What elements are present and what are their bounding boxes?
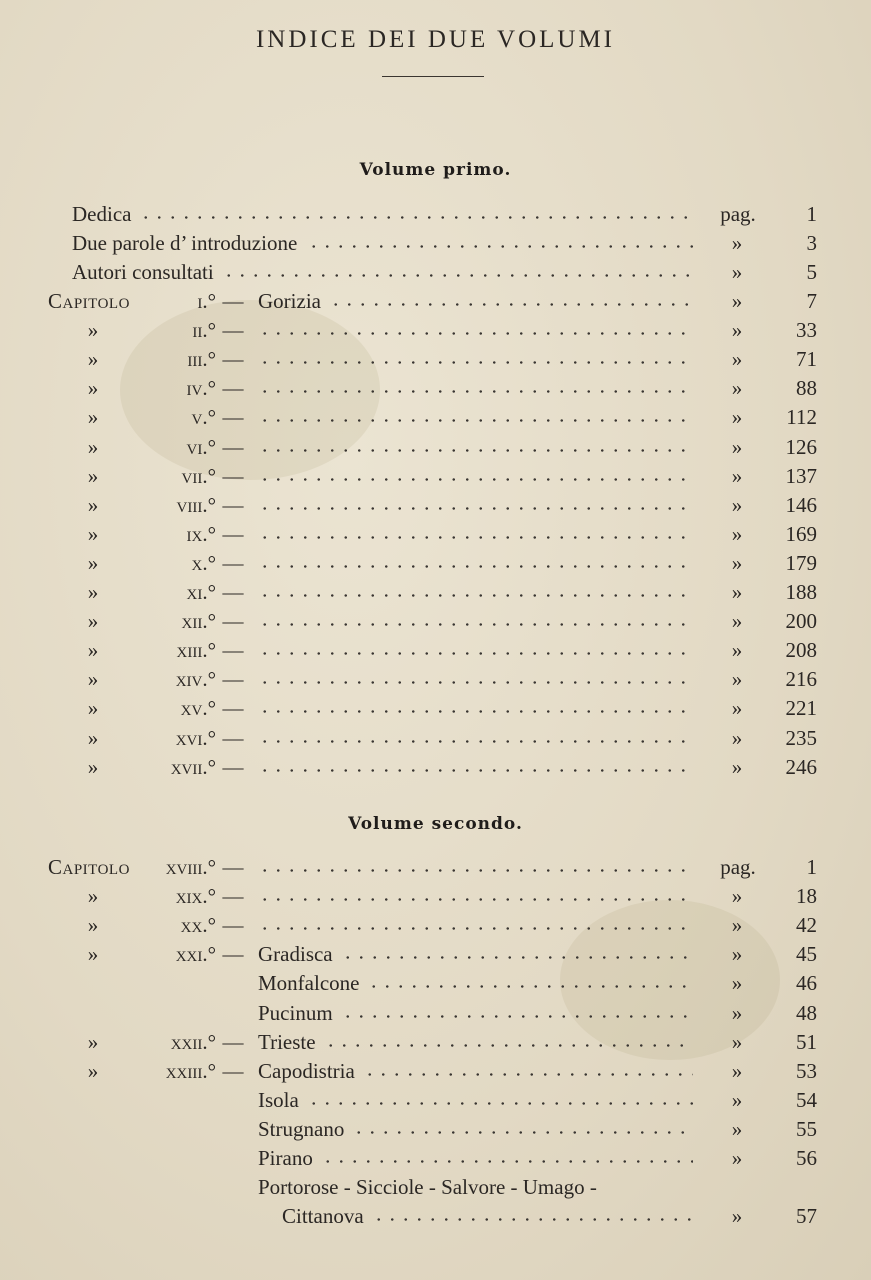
toc-entry — [0, 911, 871, 940]
toc-entry — [0, 549, 871, 578]
ditto-mark: » — [87, 725, 99, 750]
chapter-numeral: xxii.° — [170, 1029, 216, 1054]
page-number: 179 — [785, 550, 817, 575]
page-ref-marker: » — [731, 1058, 743, 1083]
chapter-numeral: xxiii.° — [165, 1058, 216, 1083]
dot-leader — [222, 274, 693, 277]
chapter-numeral: vii.° — [181, 463, 216, 488]
entry-title: Monfalcone — [258, 971, 360, 996]
chapter-dash: — — [222, 667, 244, 692]
dot-leader — [258, 769, 693, 772]
chapter-dash: — — [222, 754, 244, 779]
page-number: 56 — [796, 1146, 817, 1170]
chapter-numeral: i.° — [197, 289, 216, 313]
page-ref-marker: » — [731, 1000, 743, 1025]
chapter-dash: — — [222, 492, 244, 517]
page-number: 71 — [796, 347, 817, 372]
toc-entry — [0, 1086, 871, 1115]
page-number: 46 — [796, 971, 817, 996]
toc-entry — [0, 999, 871, 1028]
ditto-mark: » — [87, 434, 99, 459]
dot-leader — [258, 361, 693, 364]
page-number: 112 — [786, 405, 817, 430]
ditto-mark: » — [87, 1058, 99, 1083]
chapter-dash: — — [222, 463, 244, 488]
entry-title: Gorizia — [258, 289, 321, 313]
toc-entry — [0, 258, 871, 287]
page-number: 42 — [796, 913, 817, 938]
chapter-dash: — — [222, 1058, 244, 1083]
chapter-numeral: xvii.° — [170, 754, 216, 779]
page-ref-marker: » — [731, 492, 743, 517]
toc-entry — [0, 882, 871, 911]
ditto-mark: » — [87, 318, 99, 343]
page-number: 1 — [806, 202, 817, 226]
dot-leader — [258, 449, 693, 452]
page-ref-marker: » — [731, 754, 743, 779]
entry-title: Portorose - Sicciole - Salvore - Umago - — [258, 1175, 597, 1200]
toc-entry — [0, 753, 871, 782]
ditto-mark: » — [87, 405, 99, 430]
toc-entry — [0, 1144, 871, 1173]
page-ref-marker: » — [731, 609, 743, 634]
chapter-numeral: xix.° — [175, 884, 216, 909]
page-ref-marker: » — [731, 434, 743, 459]
chapter-label: Capitolo — [48, 855, 130, 879]
chapter-numeral: xvi.° — [175, 725, 216, 750]
ditto-mark: » — [87, 347, 99, 372]
chapter-numeral: ii.° — [192, 318, 216, 343]
dot-leader — [258, 390, 693, 393]
page-ref-marker: » — [731, 580, 743, 604]
chapter-numeral: xiv.° — [175, 667, 216, 692]
ditto-mark: » — [87, 667, 99, 692]
chapter-numeral: xv.° — [180, 696, 216, 721]
page-ref-marker: » — [731, 667, 743, 692]
page-ref-marker: » — [731, 260, 743, 285]
front-matter-title: Dedica — [72, 202, 132, 226]
dot-leader — [258, 507, 693, 510]
toc-entry — [0, 520, 871, 549]
page-number: 169 — [785, 521, 817, 546]
page-ref-marker: pag. — [720, 855, 756, 879]
toc-entry — [0, 229, 871, 258]
page-number: 137 — [785, 463, 817, 488]
entry-title: Trieste — [258, 1029, 316, 1054]
toc-entry — [0, 1202, 871, 1231]
chapter-numeral: xii.° — [181, 609, 216, 634]
page-ref-marker: » — [731, 376, 743, 401]
page-ref-marker: » — [731, 1029, 743, 1054]
page-ref-marker: » — [731, 725, 743, 750]
chapter-dash: — — [222, 855, 244, 879]
volume-one-heading: Volume primo. — [359, 160, 512, 180]
page-ref-marker: » — [731, 231, 743, 256]
chapter-dash: — — [222, 376, 244, 401]
page-number: 88 — [796, 376, 817, 401]
page-number: 18 — [796, 884, 817, 909]
volume-two-heading: Volume secondo. — [348, 814, 523, 834]
page-number: 33 — [796, 318, 817, 343]
ditto-mark: » — [87, 463, 99, 488]
ditto-mark: » — [87, 884, 99, 909]
chapter-dash: — — [222, 638, 244, 663]
entry-title: Cittanova — [282, 1204, 364, 1229]
page-ref-marker: » — [731, 696, 743, 721]
ditto-mark: » — [87, 521, 99, 546]
dot-leader — [341, 956, 693, 959]
entry-title: Strugnano — [258, 1116, 345, 1141]
page-ref-marker: » — [731, 521, 743, 546]
dot-leader — [321, 1160, 693, 1163]
page-ref-marker: » — [731, 884, 743, 909]
chapter-dash: — — [222, 696, 244, 721]
dot-leader — [258, 652, 693, 655]
page-number: 57 — [796, 1204, 817, 1229]
chapter-dash: — — [222, 1029, 244, 1054]
chapter-dash: — — [222, 289, 244, 313]
page-number: 235 — [785, 725, 817, 750]
toc-entry — [0, 433, 871, 462]
toc-entry — [0, 1115, 871, 1144]
chapter-dash: — — [222, 434, 244, 459]
chapter-dash: — — [222, 405, 244, 430]
front-matter-title: Due parole d’ introduzione — [72, 231, 298, 256]
page-number: 146 — [785, 492, 817, 517]
page-ref-marker: » — [731, 1087, 743, 1112]
chapter-dash: — — [222, 609, 244, 634]
toc-entry — [0, 1173, 871, 1202]
chapter-numeral: iii.° — [187, 347, 216, 372]
chapter-numeral: xviii.° — [165, 855, 216, 879]
chapter-dash: — — [222, 521, 244, 546]
chapter-numeral: xxi.° — [175, 942, 216, 967]
chapter-dash: — — [222, 913, 244, 938]
toc-entry — [0, 287, 871, 316]
toc-entry — [0, 694, 871, 723]
dot-leader — [307, 245, 693, 248]
chapter-numeral: ix.° — [186, 521, 216, 546]
toc-entry — [0, 316, 871, 345]
dot-leader — [258, 898, 693, 901]
page-number: 188 — [785, 580, 817, 604]
dot-leader — [258, 565, 693, 568]
toc-entry — [0, 345, 871, 374]
entry-title: Gradisca — [258, 942, 333, 967]
entry-title: Pucinum — [258, 1000, 333, 1025]
page-number: 53 — [796, 1058, 817, 1083]
chapter-numeral: xiii.° — [176, 638, 216, 663]
ditto-mark: » — [87, 376, 99, 401]
page-number: 246 — [785, 754, 817, 779]
page-ref-marker: pag. — [720, 202, 756, 226]
toc-entry — [0, 578, 871, 607]
dot-leader — [352, 1131, 693, 1134]
chapter-dash: — — [222, 347, 244, 372]
chapter-numeral: xx.° — [180, 913, 216, 938]
toc-entry — [0, 665, 871, 694]
page-number: 45 — [796, 942, 817, 967]
page-ref-marker: » — [731, 463, 743, 488]
dot-leader — [258, 478, 693, 481]
dot-leader — [341, 1015, 693, 1018]
page-number: 7 — [806, 289, 817, 313]
dot-leader — [258, 927, 693, 930]
dot-leader — [367, 985, 693, 988]
dot-leader — [258, 594, 693, 597]
chapter-dash: — — [222, 725, 244, 750]
page-number: 3 — [806, 231, 817, 256]
ditto-mark: » — [87, 696, 99, 721]
toc-entry — [0, 403, 871, 432]
dot-leader — [372, 1218, 693, 1221]
toc-entry — [0, 1057, 871, 1086]
chapter-numeral: v.° — [191, 405, 216, 430]
dot-leader — [324, 1044, 693, 1047]
page-number: 48 — [796, 1000, 817, 1025]
page-number: 126 — [785, 434, 817, 459]
toc-entry — [0, 200, 871, 229]
page-ref-marker: » — [731, 1146, 743, 1170]
chapter-dash: — — [222, 318, 244, 343]
page-ref-marker: » — [731, 913, 743, 938]
dot-leader — [363, 1073, 693, 1076]
toc-entry — [0, 853, 871, 882]
ditto-mark: » — [87, 1029, 99, 1054]
page-ref-marker: » — [731, 1116, 743, 1141]
chapter-numeral: iv.° — [186, 376, 216, 401]
dot-leader — [329, 303, 693, 306]
ditto-mark: » — [87, 638, 99, 663]
page-number: 55 — [796, 1116, 817, 1141]
page-ref-marker: » — [731, 638, 743, 663]
front-matter-title: Autori consultati — [72, 260, 214, 285]
dot-leader — [258, 623, 693, 626]
ditto-mark: » — [87, 913, 99, 938]
chapter-numeral: x.° — [191, 550, 216, 575]
page-ref-marker: » — [731, 942, 743, 967]
dot-leader — [307, 1102, 693, 1105]
toc-entry — [0, 724, 871, 753]
page-number: 51 — [796, 1029, 817, 1054]
page-ref-marker: » — [731, 1204, 743, 1229]
chapter-numeral: viii.° — [176, 492, 216, 517]
dot-leader — [258, 536, 693, 539]
toc-entry — [0, 607, 871, 636]
dot-leader — [258, 332, 693, 335]
ditto-mark: » — [87, 942, 99, 967]
page-ref-marker: » — [731, 405, 743, 430]
ditto-mark: » — [87, 754, 99, 779]
page-ref-marker: » — [731, 289, 743, 313]
ditto-mark: » — [87, 550, 99, 575]
page-ref-marker: » — [731, 550, 743, 575]
chapter-dash: — — [222, 580, 244, 604]
entry-title: Isola — [258, 1087, 299, 1112]
toc-entry — [0, 374, 871, 403]
page-number: 208 — [785, 638, 817, 663]
chapter-dash: — — [222, 942, 244, 967]
toc-entry — [0, 940, 871, 969]
toc-entry — [0, 969, 871, 998]
page-ref-marker: » — [731, 318, 743, 343]
dot-leader — [258, 740, 693, 743]
dot-leader — [258, 869, 693, 872]
page-ref-marker: » — [731, 347, 743, 372]
page-number: 1 — [806, 855, 817, 879]
dot-leader — [258, 710, 693, 713]
ditto-mark: » — [87, 580, 99, 604]
toc-entry — [0, 462, 871, 491]
page-title: INDICE DEI DUE VOLUMI — [255, 26, 616, 53]
chapter-dash: — — [222, 884, 244, 909]
page-number: 5 — [806, 260, 817, 285]
page-number: 54 — [796, 1087, 817, 1112]
dot-leader — [258, 419, 693, 422]
entry-title: Capodistria — [258, 1058, 355, 1083]
dot-leader — [139, 216, 693, 219]
chapter-dash: — — [222, 550, 244, 575]
page-number: 216 — [785, 667, 817, 692]
chapter-numeral: xi.° — [186, 580, 216, 604]
page-ref-marker: » — [731, 971, 743, 996]
ditto-mark: » — [87, 492, 99, 517]
page-number: 221 — [785, 696, 817, 721]
page-number: 200 — [785, 609, 817, 634]
dot-leader — [258, 681, 693, 684]
toc-entry — [0, 1028, 871, 1057]
title-rule — [382, 76, 484, 77]
ditto-mark: » — [87, 609, 99, 634]
toc-entry — [0, 491, 871, 520]
entry-title: Pirano — [258, 1146, 313, 1170]
chapter-label: Capitolo — [48, 289, 130, 313]
toc-entry — [0, 636, 871, 665]
chapter-numeral: vi.° — [186, 434, 216, 459]
